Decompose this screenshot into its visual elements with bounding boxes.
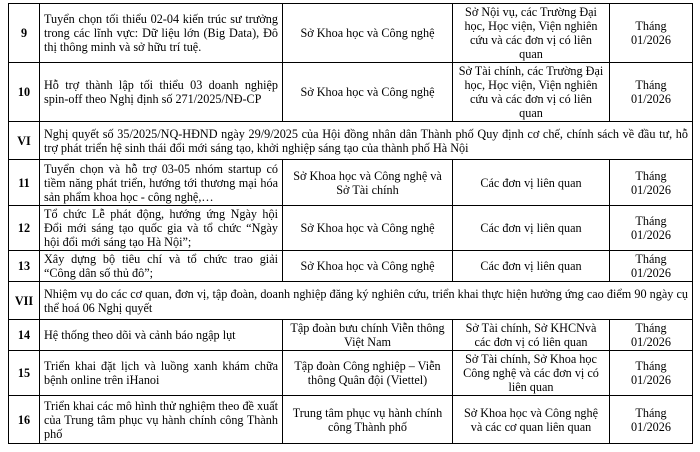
table-row xyxy=(9,351,693,396)
deadline-cell: Tháng 01/2026 xyxy=(610,251,693,282)
cooperating-agency-cell: Các đơn vị liên quan xyxy=(453,251,610,282)
task-cell: Hỗ trợ thành lập tối thiểu 03 doanh nghiệp spin-off theo Nghị định số 271/2025/NĐ-CP xyxy=(40,63,283,122)
section-title: Nghị quyết số 35/2025/NQ-HĐND ngày 29/9/2025 của Hội đồng nhân dân Thành phố Quy định cơ chế, chính sách về đầu tư, hỗ trợ phát triển hệ sinh thái đổi mới sáng tạo, khởi nghiệp sáng tạo của thành phố Hà Nội xyxy=(40,122,693,160)
task-cell: Tuyển chọn và hỗ trợ 03-05 nhóm startup có tiềm năng phát triển, hướng tới thương mại hóa sản phẩm khoa học - công nghệ,… xyxy=(40,160,283,206)
deadline-cell: Tháng 01/2026 xyxy=(610,320,693,351)
table-row xyxy=(9,160,693,206)
table-row xyxy=(9,4,693,63)
lead-agency-cell: Sở Khoa học và Công nghệ xyxy=(283,63,453,122)
lead-agency-cell: Sở Khoa học và Công nghệ xyxy=(283,206,453,251)
cooperating-agency-cell: Sở Tài chính, Sở Khoa học Công nghệ và các đơn vị có liên quan xyxy=(453,351,610,396)
cooperating-agency-cell: Sở Khoa học và Công nghệ và các cơ quan liên quan xyxy=(453,396,610,444)
row-number: 10 xyxy=(9,63,40,122)
table-row xyxy=(9,251,693,282)
section-row xyxy=(9,282,693,320)
lead-agency-cell: Sở Khoa học và Công nghệ xyxy=(283,4,453,63)
table-row xyxy=(9,320,693,351)
section-title: Nhiệm vụ do các cơ quan, đơn vị, tập đoàn, doanh nghiệp đăng ký nghiên cứu, triển khai thực hiện hưởng ứng cao điểm 90 ngày cụ thể hoá 06 Nghị quyết xyxy=(40,282,693,320)
task-cell: Hệ thống theo dõi và cảnh báo ngập lụt xyxy=(40,320,283,351)
deadline-cell: Tháng 01/2026 xyxy=(610,160,693,206)
deadline-cell: Tháng 01/2026 xyxy=(610,351,693,396)
section-number: VII xyxy=(9,282,40,320)
lead-agency-cell: Trung tâm phục vụ hành chính công Thành phố xyxy=(283,396,453,444)
cooperating-agency-cell: Sở Tài chính, các Trường Đại học, Học viện, Viện nghiên cứu và các đơn vị có liên quan xyxy=(453,63,610,122)
deadline-cell: Tháng 01/2026 xyxy=(610,63,693,122)
row-number: 9 xyxy=(9,4,40,63)
row-number: 11 xyxy=(9,160,40,206)
lead-agency-cell: Sở Khoa học và Công nghệ xyxy=(283,251,453,282)
table-row xyxy=(9,206,693,251)
table-row xyxy=(9,63,693,122)
task-cell: Tổ chức Lễ phát động, hướng ứng Ngày hội Đổi mới sáng tạo quốc gia và tổ chức “Ngày hội đổi mới sáng tạo Hà Nội”; xyxy=(40,206,283,251)
cooperating-agency-cell: Các đơn vị liên quan xyxy=(453,160,610,206)
cooperating-agency-cell: Sở Nội vụ, các Trường Đại học, Học viện, Viện nghiên cứu và các đơn vị có liên quan xyxy=(453,4,610,63)
task-cell: Xây dựng bộ tiêu chí và tổ chức trao giải “Công dân số thủ đô”; xyxy=(40,251,283,282)
table-row xyxy=(9,396,693,444)
task-cell: Triển khai các mô hình thử nghiệm theo đề xuất của Trung tâm phục vụ hành chính công Thành phố xyxy=(40,396,283,444)
task-table xyxy=(8,3,693,444)
cooperating-agency-cell: Sở Tài chính, Sở KHCNvà các đơn vị có liên quan xyxy=(453,320,610,351)
lead-agency-cell: Sở Khoa học và Công nghệ và Sở Tài chính xyxy=(283,160,453,206)
section-row xyxy=(9,122,693,160)
row-number: 16 xyxy=(9,396,40,444)
cooperating-agency-cell: Các đơn vị liên quan xyxy=(453,206,610,251)
lead-agency-cell: Tập đoàn bưu chính Viễn thông Việt Nam xyxy=(283,320,453,351)
row-number: 14 xyxy=(9,320,40,351)
row-number: 12 xyxy=(9,206,40,251)
row-number: 15 xyxy=(9,351,40,396)
task-cell: Tuyển chọn tối thiểu 02-04 kiến trúc sư trưởng trong các lĩnh vực: Dữ liệu lớn (Big Data), Đô thị thông minh và sở hữu trí tuệ. xyxy=(40,4,283,63)
row-number: 13 xyxy=(9,251,40,282)
task-cell: Triển khai đặt lịch và luồng xanh khám chữa bệnh online trên iHanoi xyxy=(40,351,283,396)
section-number: VI xyxy=(9,122,40,160)
deadline-cell: Tháng 01/2026 xyxy=(610,4,693,63)
lead-agency-cell: Tập đoàn Công nghiệp – Viễn thông Quân đội (Viettel) xyxy=(283,351,453,396)
deadline-cell: Tháng 01/2026 xyxy=(610,206,693,251)
deadline-cell: Tháng 01/2026 xyxy=(610,396,693,444)
